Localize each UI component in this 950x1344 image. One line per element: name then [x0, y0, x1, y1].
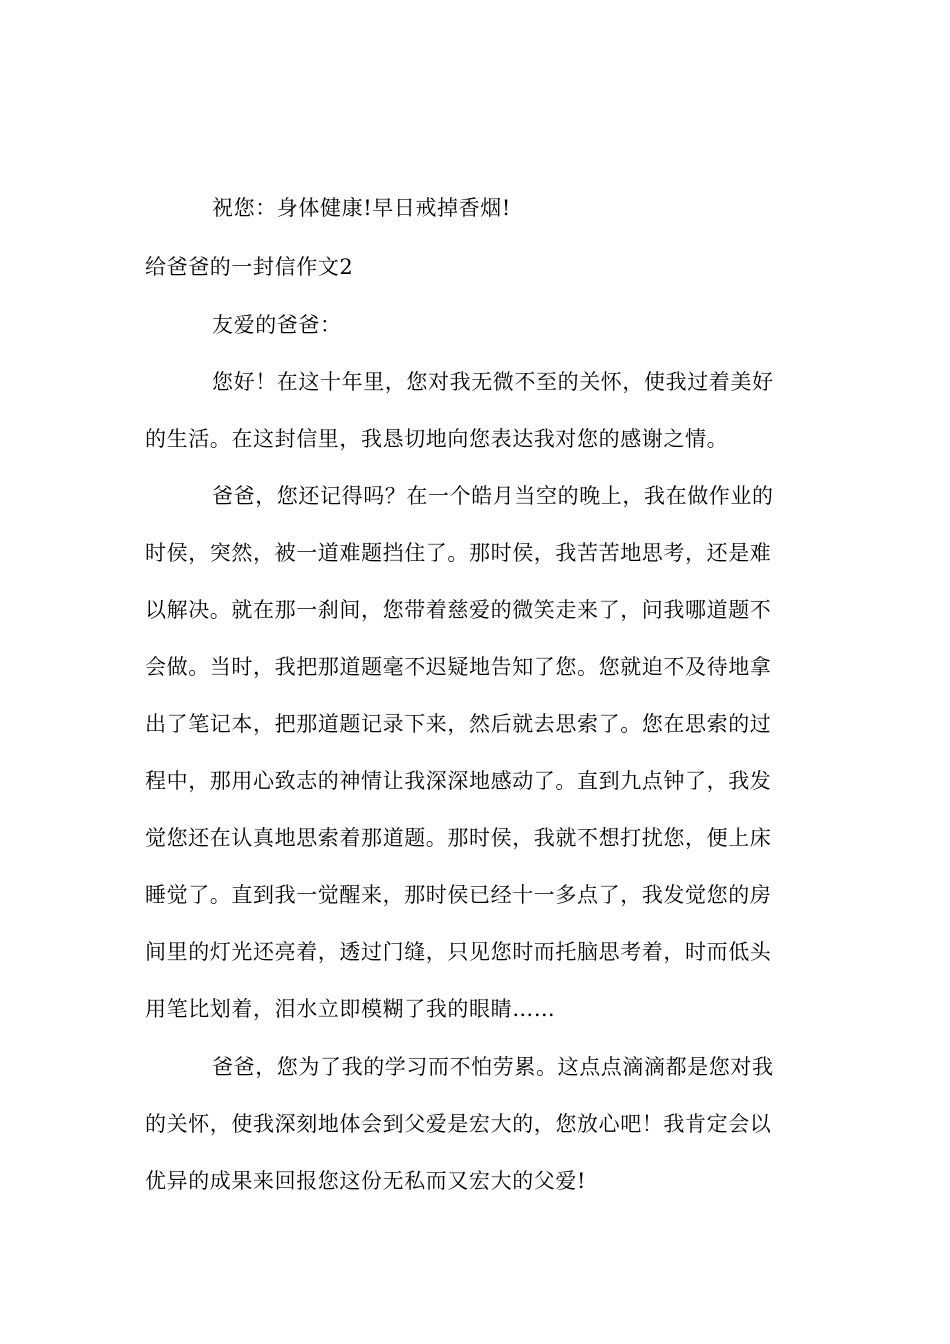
paragraph-line: 爸爸，您还记得吗？在一个皓月当空的晚上，我在做作业的: [212, 484, 774, 508]
closing-line: 祝您：身体健康!早日戒掉香烟!: [212, 196, 511, 220]
paragraph-line: 爸爸，您为了我的学习而不怕劳累。这点点滴滴都是您对我: [212, 1055, 774, 1079]
paragraph-line: 用笔比划着，泪水立即模糊了我的眼睛……: [145, 997, 556, 1021]
paragraph-line: 时侯，突然，被一道难题挡住了。那时侯，我苦苦地思考，还是难: [145, 541, 772, 565]
paragraph-line: 的生活。在这封信里，我恳切地向您表达我对您的感谢之情。: [145, 427, 729, 451]
paragraph-line: 出了笔记本，把那道题记录下来，然后就去思索了。您在思索的过: [145, 712, 772, 736]
paragraph-line: 以解决。就在那一刹间，您带着慈爱的微笑走来了，问我哪道题不: [145, 598, 772, 622]
paragraph-line: 睡觉了。直到我一觉醒来，那时侯已经十一多点了，我发觉您的房: [145, 883, 772, 907]
letter-heading: 给爸爸的一封信作文2: [145, 255, 354, 279]
paragraph-line: 觉您还在认真地思索着那道题。那时侯，我就不想打扰您，便上床: [145, 826, 772, 850]
paragraph-line: 优异的成果来回报您这份无私而又宏大的父爱!: [145, 1169, 587, 1193]
paragraph-line: 的关怀，使我深刻地体会到父爱是宏大的，您放心吧！我肯定会以: [145, 1112, 772, 1136]
paragraph-line: 间里的灯光还亮着，透过门缝，只见您时而托脑思考着，时而低头: [145, 940, 772, 964]
paragraph-line: 程中，那用心致志的神情让我深深地感动了。直到九点钟了，我发: [145, 769, 772, 793]
salutation: 友爱的爸爸：: [212, 313, 342, 337]
paragraph-line: 您好！在这十年里，您对我无微不至的关怀，使我过着美好: [212, 370, 774, 394]
paragraph-line: 会做。当时，我把那道题毫不迟疑地告知了您。您就迫不及待地拿: [145, 655, 772, 679]
